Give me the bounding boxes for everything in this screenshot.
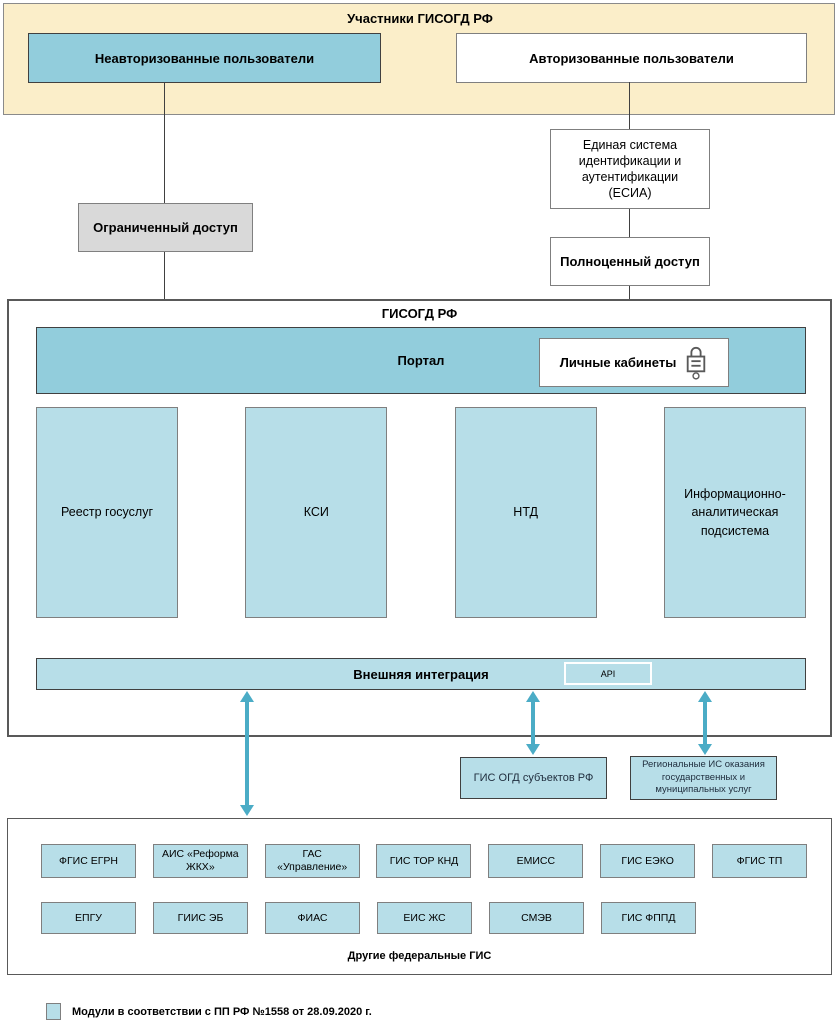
federal-gis-box: ГИС ЕЭКО [600,844,695,878]
module-box: НТД [455,407,597,618]
federal-gis-box: ГИС ТОР КНД [376,844,471,878]
integration-label: Внешняя интеграция [353,666,489,682]
lock-icon [684,344,708,382]
integration-arrow-federal [240,691,254,816]
federal-row-1 [41,844,807,878]
integration-arrow-gis-subjects [526,691,540,755]
federal-gis-box: ГИС ФППД [601,902,696,934]
gis-ogd-subjects-box: ГИС ОГД субъектов РФ [460,757,607,799]
federal-gis-box: ФГИС ЕГРН [41,844,136,878]
api-box: API [564,662,652,685]
module-box: КСИ [245,407,387,618]
limited-access-box: Ограниченный доступ [78,203,253,252]
federal-gis-zone [7,818,832,975]
integration-bar [36,658,806,690]
personal-cabinets-box [539,338,729,387]
federal-gis-box: ЕМИСС [488,844,583,878]
participants-zone [3,3,835,115]
federal-row-2 [41,902,696,934]
federal-gis-box: АИС «Реформа ЖКХ» [153,844,248,878]
regional-is-box: Региональные ИС оказания государственных и муниципальных услуг [630,756,777,800]
legend-swatch [46,1003,61,1020]
federal-gis-box: СМЭВ [489,902,584,934]
modules-row [36,407,806,618]
connector-auth-esia [629,82,630,129]
federal-gis-box: ФГИС ТП [712,844,807,878]
federal-gis-box: ГАС «Управление» [265,844,360,878]
authorized-users-box: Авторизованные пользователи [456,33,807,83]
module-box: Реестр госуслуг [36,407,178,618]
federal-caption: Другие федеральные ГИС [347,950,492,962]
personal-cabinets-label: Личные кабинеты [559,355,677,370]
integration-arrow-regional [698,691,712,755]
esia-box: Единая система идентификации и аутентификации (ЕСИА) [550,129,710,209]
federal-gis-box: ЕПГУ [41,902,136,934]
connector-unauth-limited [164,82,165,203]
gisogd-main-box [7,299,832,737]
federal-gis-box: ЕИС ЖС [377,902,472,934]
full-access-box: Полноценный доступ [550,237,710,286]
unauthorized-users-box: Неавторизованные пользователи [28,33,381,83]
federal-gis-box: ГИИС ЭБ [153,902,248,934]
portal-label: Портал [397,353,445,368]
gisogd-title: ГИСОГД РФ [381,306,458,321]
participants-title: Участники ГИСОГД РФ [347,11,493,26]
connector-esia-full [629,209,630,237]
legend-text: Модули в соответствии с ПП РФ №1558 от 28.09.2020 г. [72,1006,372,1018]
federal-gis-box: ФИАС [265,902,360,934]
module-box: Информационно-аналитическая подсистема [664,407,806,618]
